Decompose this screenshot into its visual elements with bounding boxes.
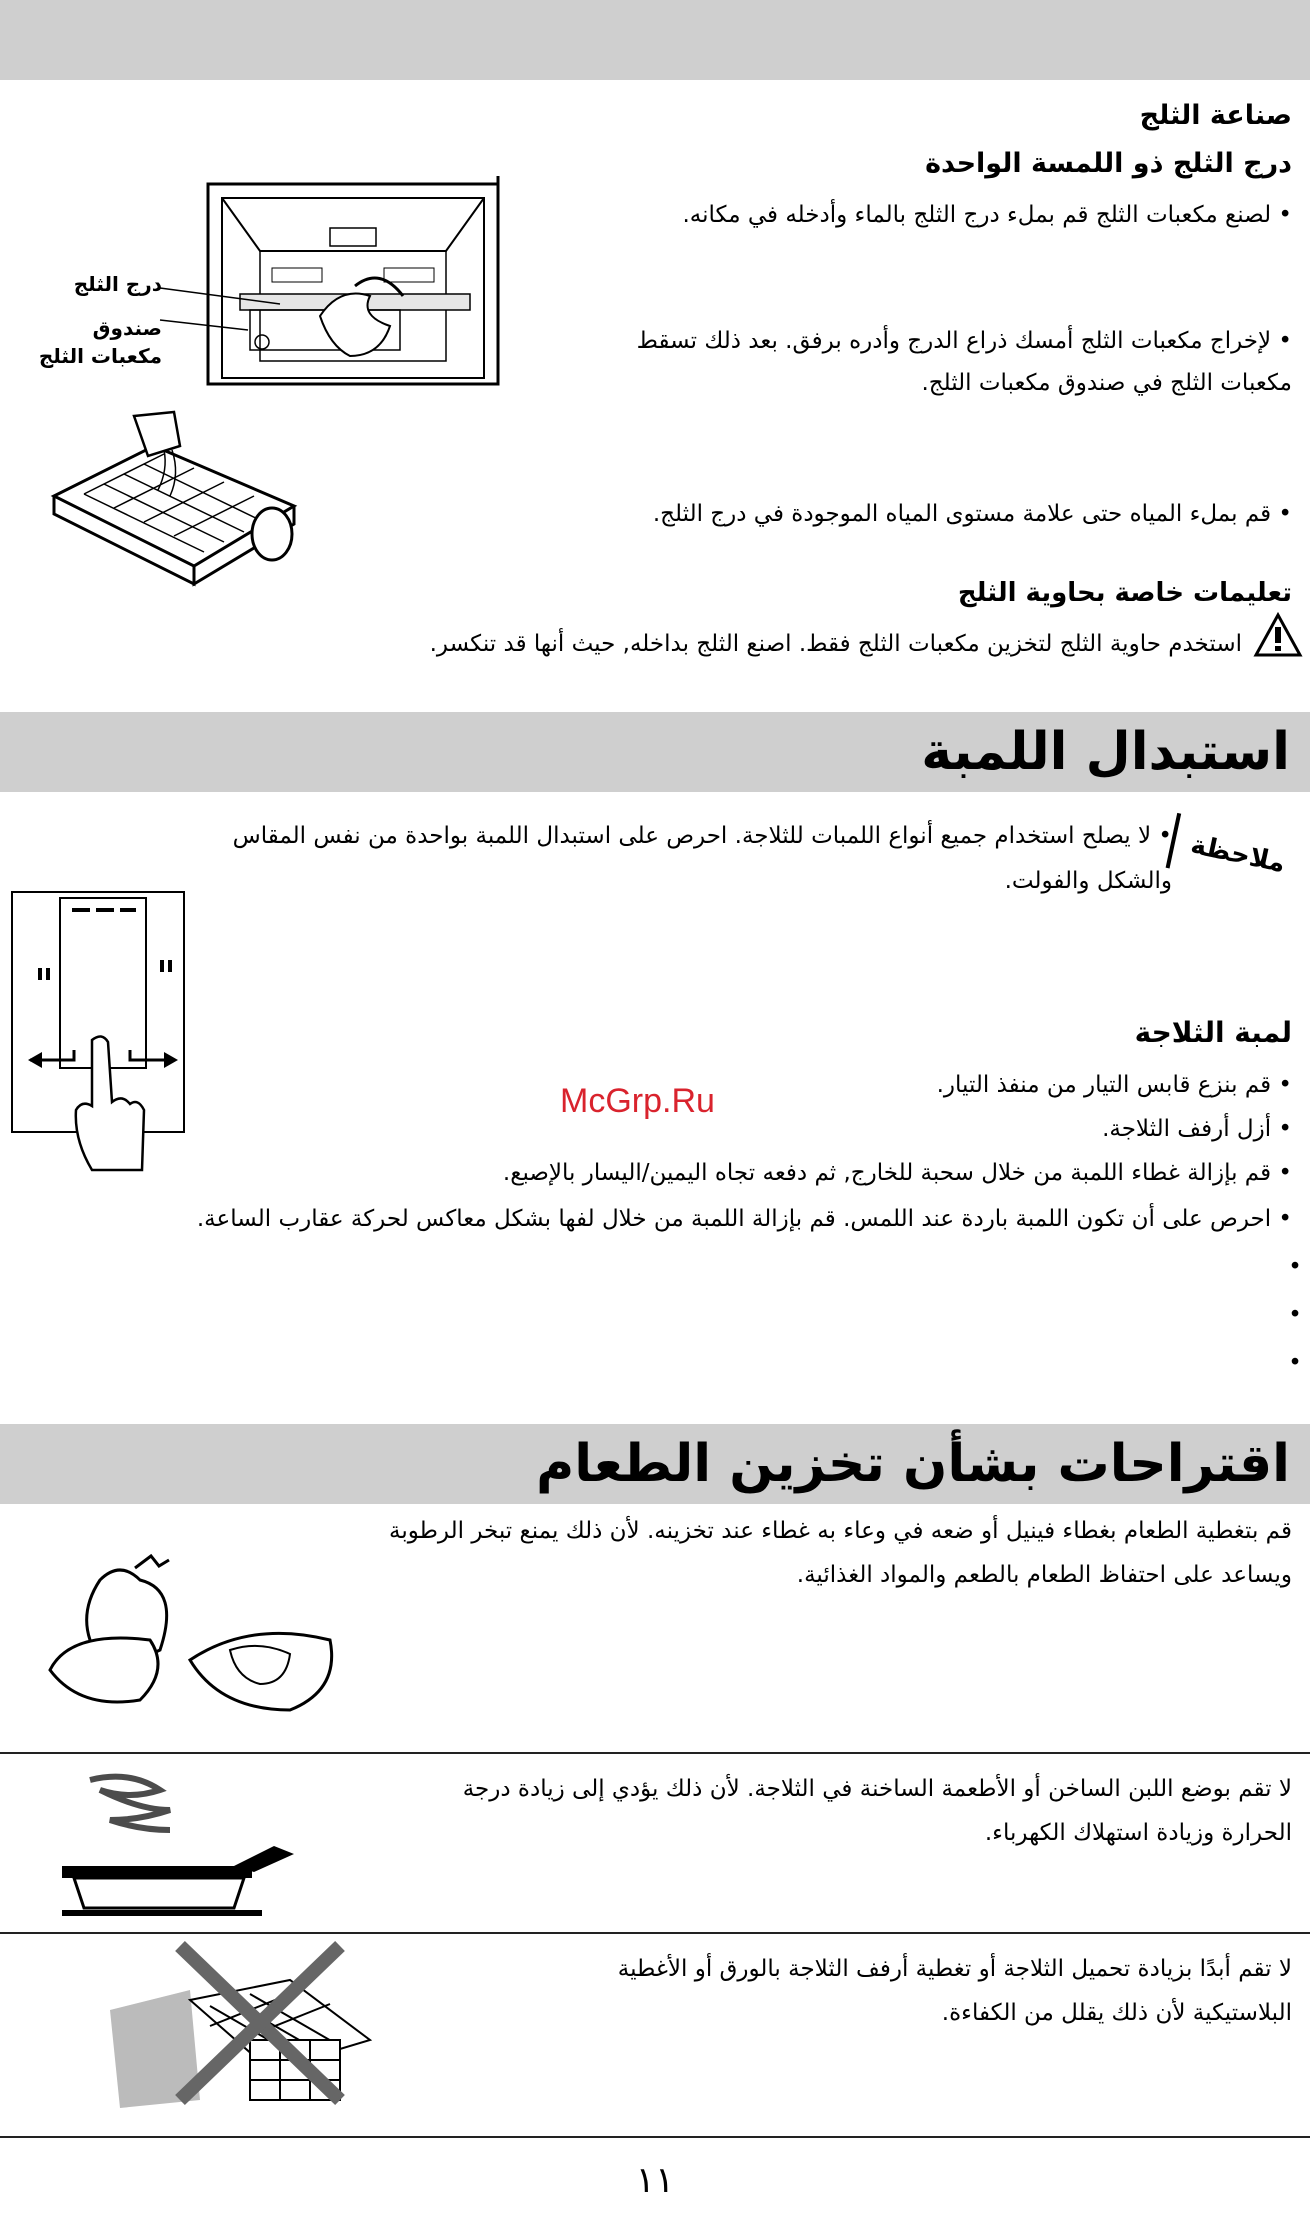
divider-1	[0, 1752, 1310, 1754]
empty-bullet-3: •	[1288, 1350, 1302, 1376]
food-tip-3-line-1: لا تقم أبدًا بزيادة تحميل الثلاجة أو تغطية أرفف الثلاجة بالورق أو الأغطية	[617, 1956, 1292, 1982]
food-tip-2-line-2: الحرارة وزيادة استهلاك الكهرباء.	[984, 1820, 1292, 1846]
food-tip-3-line-2: البلاستيكية لأن ذلك يقلل من الكفاءة.	[941, 2000, 1292, 2026]
ice-special-text: استخدم حاوية الثلج لتخزين مكعبات الثلج فقط. اصنع الثلج بداخله, حيث أنها قد تنكسر.	[429, 631, 1242, 657]
ice-subheading: درج الثلج ذو اللمسة الواحدة	[925, 148, 1292, 179]
ice-tray-filling-illustration	[44, 406, 304, 596]
hot-pot-illustration	[60, 1770, 300, 1920]
top-header-band	[0, 0, 1310, 80]
food-title: اقتراحات بشأن تخزين الطعام	[536, 1434, 1290, 1494]
tray-pointer-lines	[160, 280, 290, 350]
label-ice-tray: درج الثلج	[73, 272, 162, 296]
ice-bullet-3: • قم بملء المياه حتى علامة مستوى المياه الموجودة في درج الثلج.	[652, 501, 1292, 527]
divider-3	[0, 2136, 1310, 2138]
lamp-step-4: • احرص على أن تكون اللمبة باردة عند اللمس. قم بإزالة اللمبة من خلال لفها بشكل معاكس لحركة عقارب الساعة.	[196, 1206, 1292, 1232]
ice-heading: صناعة الثلج	[1139, 100, 1292, 131]
lamp-sub-heading: لمبة الثلاجة	[1134, 1016, 1292, 1049]
label-ice-box-line-2: مكعبات الثلج	[38, 344, 162, 368]
ice-bullet-2-line-2: مكعبات الثلج في صندوق مكعبات الثلج.	[921, 370, 1292, 396]
empty-bullet-2: •	[1288, 1302, 1302, 1328]
lamp-step-3: • قم بإزالة غطاء اللمبة من خلال سحبة للخارج, ثم دفعه تجاه اليمين/اليسار بالإصبع.	[502, 1160, 1292, 1186]
food-tip-2-line-1: لا تقم بوضع اللبن الساخن أو الأطعمة الساخنة في الثلاجة. لأن ذلك يؤدي إلى زيادة درجة	[462, 1776, 1292, 1802]
lamp-step-1: • قم بنزع قابس التيار من منفذ التيار.	[936, 1072, 1292, 1098]
note-label-box	[1166, 813, 1307, 895]
warning-triangle-icon	[1253, 612, 1303, 658]
lamp-step-2: • أزل أرفف الثلاجة.	[1102, 1116, 1292, 1142]
page-number: ١١	[635, 2160, 675, 2201]
ice-special-heading: تعليمات خاصة بحاوية الثلج	[957, 578, 1292, 608]
lamp-note-line-2: والشكل والفولت.	[1004, 868, 1172, 894]
ice-bullet-2-line-1: • لإخراج مكعبات الثلج أمسك ذراع الدرج وأدره برفق. بعد ذلك تسقط	[636, 328, 1292, 354]
empty-bullet-1: •	[1288, 1254, 1302, 1280]
lamp-cover-removal-illustration	[10, 890, 190, 1190]
ice-bullet-1: • لصنع مكعبات الثلج قم بملء درج الثلج بالماء وأدخله في مكانه.	[682, 202, 1292, 228]
label-ice-box-line-1: صندوق	[92, 316, 162, 340]
overloaded-shelf-crossed-illustration	[100, 1940, 380, 2110]
lamp-title: استبدال اللمبة	[921, 722, 1290, 782]
food-tip-1-line-1: قم بتغطية الطعام بغطاء فينيل أو ضعه في وعاء به غطاء عند تخزينه. لأن ذلك يمنع تبخر الرطوبة	[389, 1518, 1292, 1544]
wrapped-food-illustration	[40, 1540, 340, 1720]
food-tip-1-line-2: ويساعد على احتفاظ الطعام بالطعم والمواد الغذائية.	[796, 1562, 1292, 1588]
watermark-text: McGrp.Ru	[560, 1082, 715, 1120]
lamp-note-line-1: • لا يصلح استخدام جميع أنواع اللمبات للثلاجة. احرص على استبدال اللمبة بواحدة من نفس المقاس	[232, 823, 1172, 849]
divider-2	[0, 1932, 1310, 1934]
note-label: ملاحظة	[1188, 829, 1288, 880]
